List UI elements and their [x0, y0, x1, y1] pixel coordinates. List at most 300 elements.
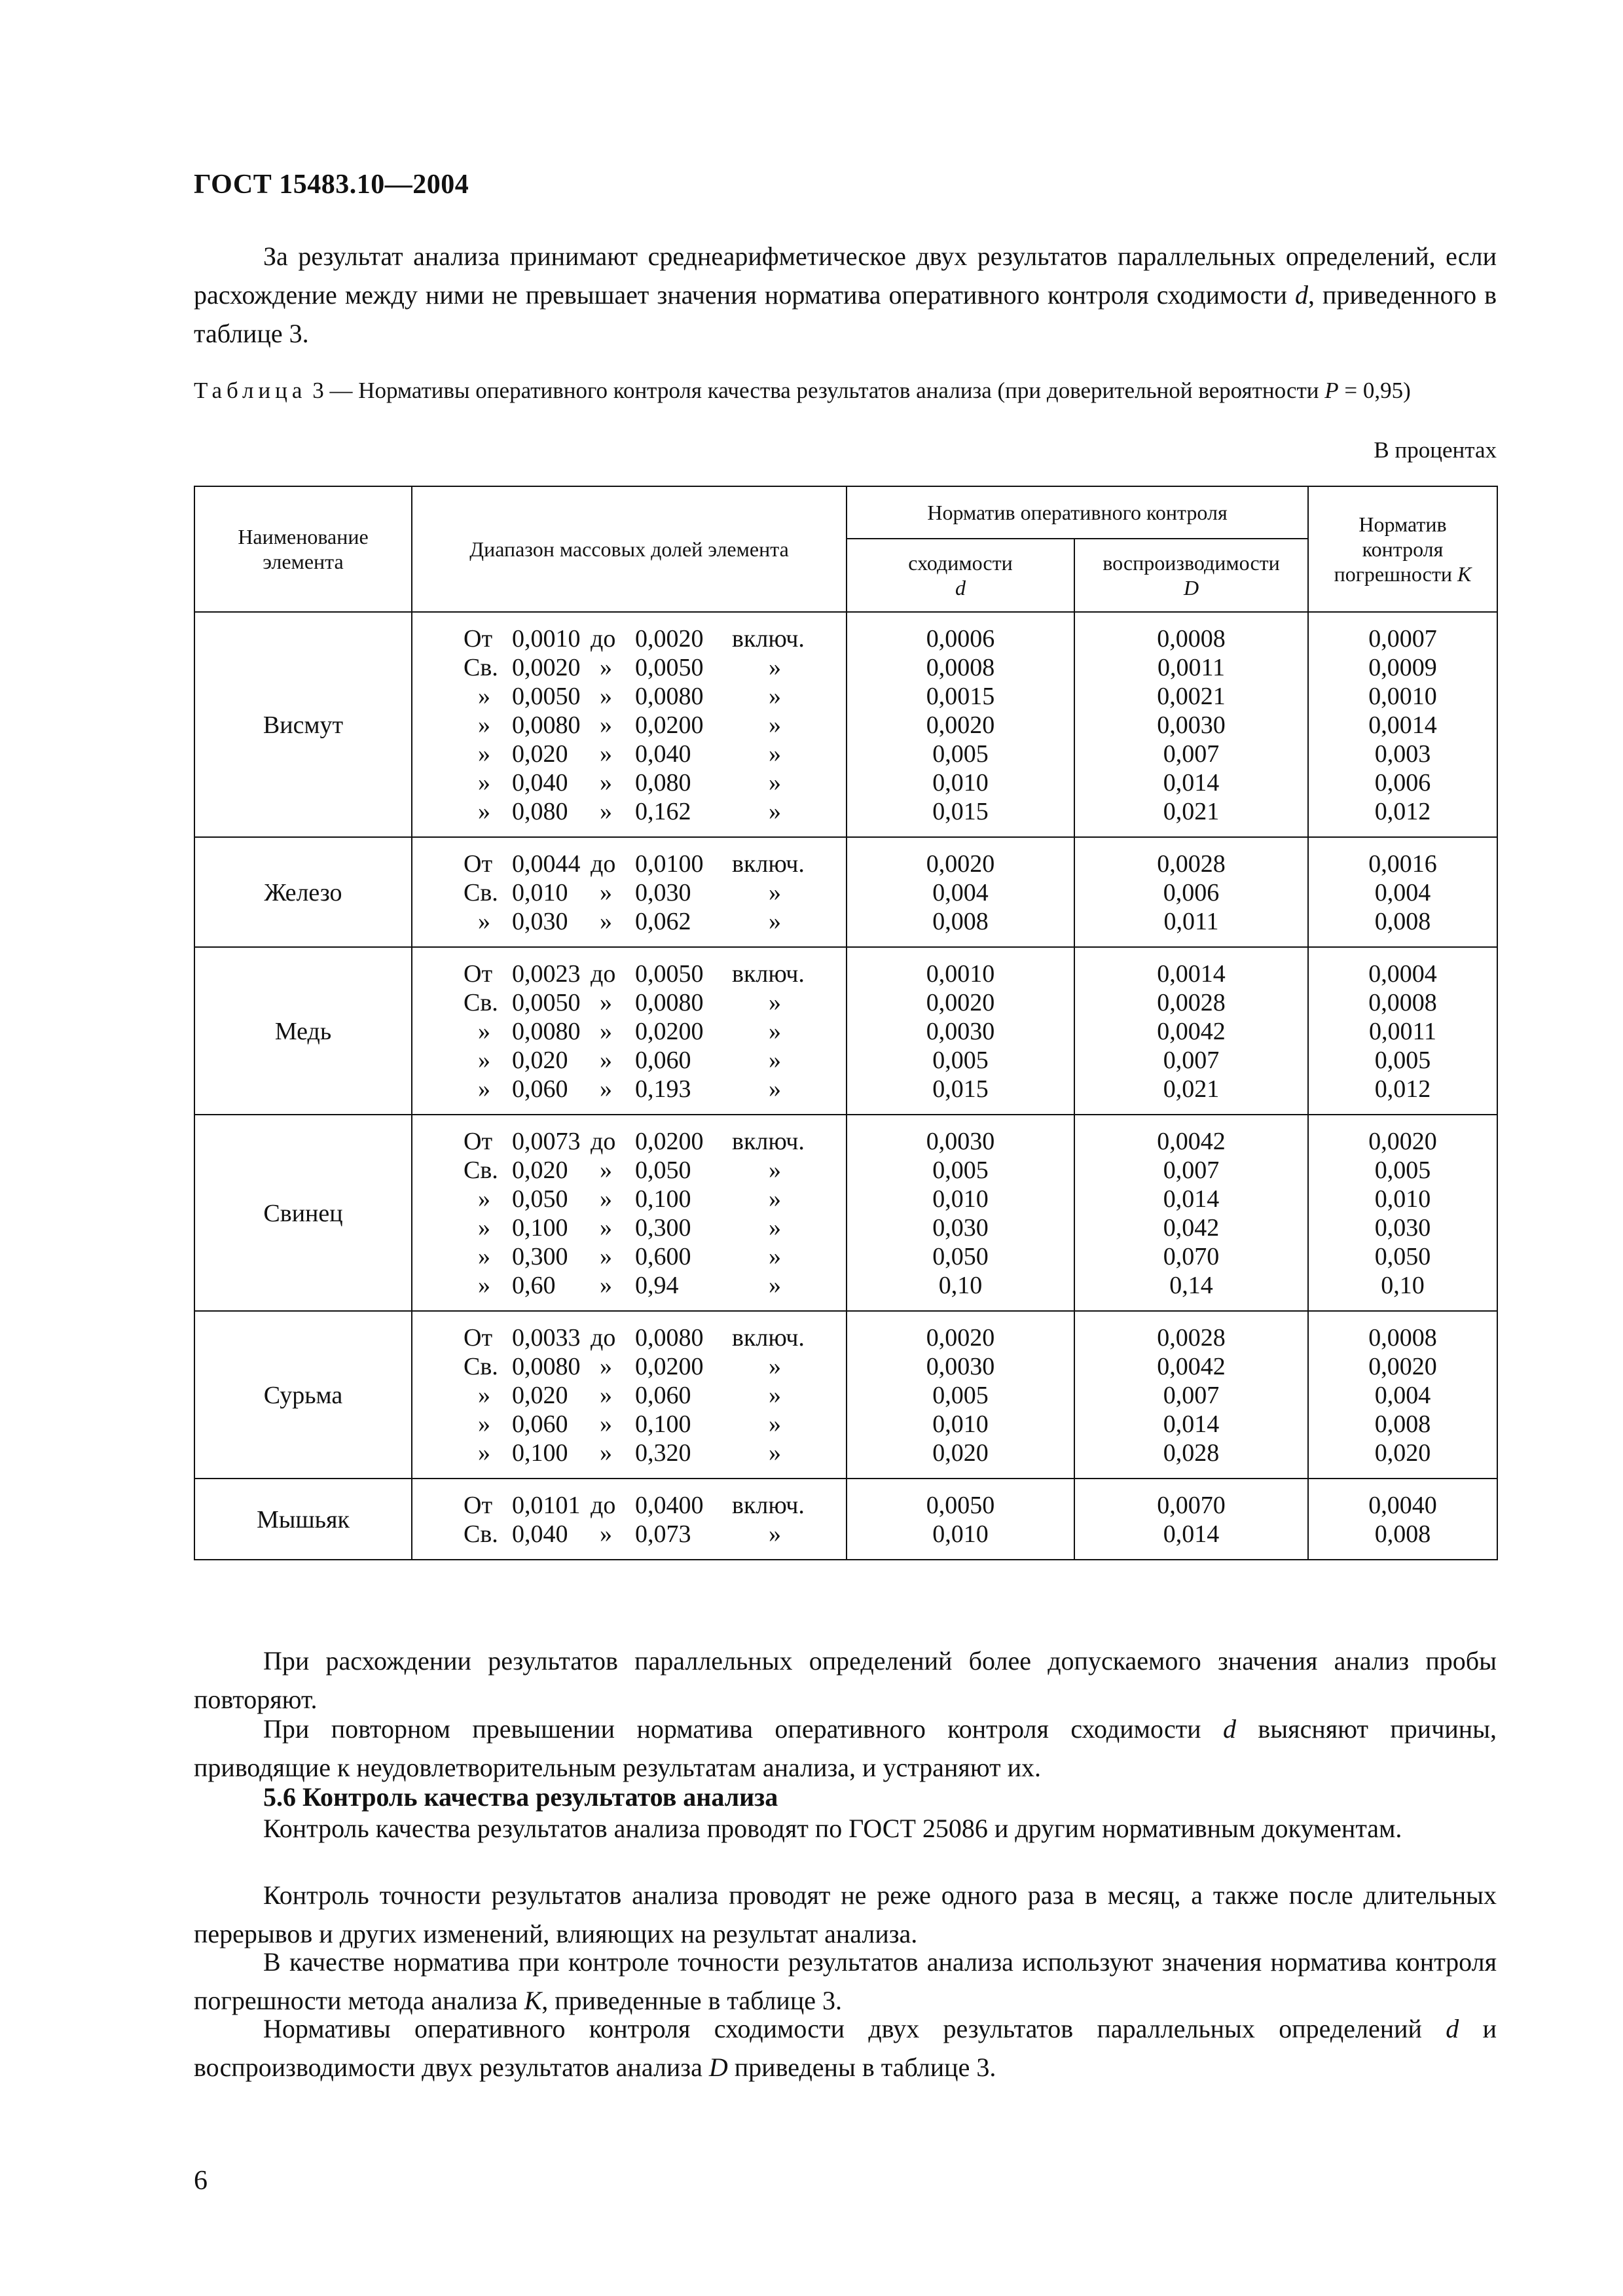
- range-prefix: »: [478, 1382, 490, 1409]
- range-from: 0,0050: [512, 683, 581, 710]
- range-suffix: включ.: [732, 850, 805, 878]
- D-values-cell: [1074, 837, 1308, 947]
- d-value: 0,0020: [926, 711, 995, 739]
- range-from: 0,300: [512, 1243, 568, 1270]
- d-value: 0,0008: [926, 654, 995, 681]
- range-from: 0,0010: [512, 625, 581, 653]
- K-values-cell: [1308, 947, 1497, 1115]
- range-line: [412, 1410, 846, 1439]
- section-title: 5.6 Контроль качества результатов анализа: [263, 1782, 778, 1812]
- range-from: 0,050: [512, 1185, 568, 1213]
- range-cell: [412, 1479, 847, 1560]
- range-prefix: Св.: [464, 654, 498, 681]
- K-value: 0,020: [1374, 1439, 1431, 1467]
- d-value: 0,005: [932, 1382, 989, 1409]
- D-value: 0,0030: [1157, 711, 1226, 739]
- col-header-k: Норматив контроля погрешности K: [1308, 486, 1497, 612]
- range-from: 0,010: [512, 879, 568, 906]
- range-from: 0,020: [512, 1157, 568, 1184]
- K-value: 0,0008: [1368, 989, 1437, 1016]
- range-to: 0,0200: [635, 1128, 704, 1155]
- range-suffix: »: [769, 769, 781, 797]
- table-row: [194, 947, 1497, 1115]
- range-suffix: включ.: [732, 1324, 805, 1352]
- range-from: 0,040: [512, 769, 568, 797]
- range-from: 0,0033: [512, 1324, 581, 1352]
- K-value: 0,008: [1374, 908, 1431, 935]
- d-value: 0,0050: [926, 1492, 995, 1519]
- range-suffix: »: [769, 1018, 781, 1045]
- range-line: [412, 768, 846, 797]
- range-sep: »: [600, 1243, 612, 1270]
- K-value: 0,008: [1374, 1410, 1431, 1438]
- d-value: 0,015: [932, 798, 989, 825]
- range-to: 0,193: [635, 1075, 691, 1103]
- range-from: 0,080: [512, 798, 568, 825]
- d-value: 0,010: [932, 1410, 989, 1438]
- range-suffix: »: [769, 798, 781, 825]
- K-value: 0,030: [1374, 1214, 1431, 1242]
- element-name-cell: [194, 1115, 412, 1311]
- range-to: 0,040: [635, 740, 691, 768]
- range-prefix: »: [478, 769, 490, 797]
- D-value: 0,0028: [1157, 989, 1226, 1016]
- d-value: 0,0030: [926, 1353, 995, 1380]
- range-suffix: включ.: [732, 960, 805, 988]
- D-value: 0,0042: [1157, 1128, 1226, 1155]
- range-to: 0,162: [635, 798, 691, 825]
- range-to: 0,060: [635, 1382, 691, 1409]
- range-cell: [412, 1115, 847, 1311]
- range-prefix: »: [478, 1410, 490, 1438]
- D-values-cell: [1074, 1479, 1308, 1560]
- range-to: 0,050: [635, 1157, 691, 1184]
- K-value: 0,0011: [1368, 1018, 1437, 1045]
- table-row: [194, 1115, 1497, 1311]
- range-sep: »: [600, 1157, 612, 1184]
- range-sep: »: [600, 1075, 612, 1103]
- document-header: ГОСТ 15483.10—2004: [194, 170, 469, 200]
- range-prefix: От: [464, 850, 493, 878]
- range-prefix: »: [478, 1075, 490, 1103]
- range-line: [412, 1323, 846, 1352]
- D-values-cell: [1074, 612, 1308, 837]
- D-value: 0,14: [1169, 1272, 1213, 1299]
- d-value: 0,0020: [926, 850, 995, 878]
- range-sep: »: [600, 1047, 612, 1074]
- range-from: 0,0073: [512, 1128, 581, 1155]
- range-sep: до: [591, 1324, 616, 1352]
- K-value: 0,006: [1374, 769, 1431, 797]
- range-to: 0,0080: [635, 1324, 704, 1352]
- D-values-cell: [1074, 1115, 1308, 1311]
- range-to: 0,073: [635, 1520, 691, 1548]
- range-suffix: включ.: [732, 1492, 805, 1519]
- d-value: 0,008: [932, 908, 989, 935]
- paragraph-repeat: При расхождении результатов параллельных определений более допускаемого значения анализ пробы повторяют.: [194, 1646, 1497, 1714]
- range-to: 0,0080: [635, 683, 704, 710]
- range-prefix: »: [478, 1018, 490, 1045]
- d-values-cell: [847, 837, 1074, 947]
- table-caption-label: Таблица: [194, 378, 307, 403]
- range-line: [412, 1352, 846, 1381]
- paragraph-exceed: При повторном превышении норматива оперативного контроля сходимости d выясняют причины, приводящие к неудовлетворительным результатам анализа, и устраняют их.: [194, 1714, 1497, 1782]
- range-line: [412, 1381, 846, 1410]
- d-value: 0,050: [932, 1243, 989, 1270]
- range-suffix: »: [769, 1157, 781, 1184]
- range-prefix: От: [464, 1492, 493, 1519]
- element-name: Висмут: [263, 711, 344, 739]
- range-line: [412, 960, 846, 988]
- d-values-cell: [847, 1479, 1074, 1560]
- range-suffix: »: [769, 1214, 781, 1242]
- col-header-element: Наименование элемента: [194, 486, 412, 612]
- range-to: 0,320: [635, 1439, 691, 1467]
- range-sep: »: [600, 1410, 612, 1438]
- range-cell: [412, 837, 847, 947]
- paragraph-norm: В качестве норматива при контроле точности результатов анализа используют значения норматива контроля погрешности метода анализа K, приведенные в таблице 3.: [194, 1947, 1497, 2015]
- range-prefix: Св.: [464, 1520, 498, 1548]
- d-values-cell: [847, 1311, 1074, 1479]
- D-value: 0,014: [1163, 1520, 1220, 1548]
- range-prefix: От: [464, 1128, 493, 1155]
- range-to: 0,0200: [635, 711, 704, 739]
- d-value: 0,0030: [926, 1128, 995, 1155]
- col-header-D: воспроизводимости D: [1074, 539, 1308, 612]
- element-name-cell: [194, 1479, 412, 1560]
- range-sep: »: [600, 769, 612, 797]
- d-value: 0,0006: [926, 625, 995, 653]
- d-value: 0,015: [932, 1075, 989, 1103]
- element-name: Медь: [274, 1018, 332, 1045]
- d-values-cell: [847, 947, 1074, 1115]
- range-suffix: »: [769, 1047, 781, 1074]
- range-sep: »: [600, 1018, 612, 1045]
- D-value: 0,007: [1163, 1157, 1220, 1184]
- range-from: 0,60: [512, 1272, 556, 1299]
- units-note: В процентах: [1374, 437, 1497, 463]
- range-sep: »: [600, 1439, 612, 1467]
- D-value: 0,021: [1163, 798, 1220, 825]
- range-from: 0,100: [512, 1439, 568, 1467]
- D-value: 0,0042: [1157, 1353, 1226, 1380]
- element-name-cell: [194, 947, 412, 1115]
- range-from: 0,0080: [512, 1353, 581, 1380]
- range-prefix: »: [478, 711, 490, 739]
- range-from: 0,020: [512, 1382, 568, 1409]
- range-suffix: »: [769, 1243, 781, 1270]
- range-sep: до: [591, 850, 616, 878]
- range-prefix: »: [478, 1439, 490, 1467]
- range-sep: »: [600, 654, 612, 681]
- range-suffix: »: [769, 1382, 781, 1409]
- D-value: 0,014: [1163, 769, 1220, 797]
- range-suffix: включ.: [732, 625, 805, 653]
- K-value: 0,010: [1374, 1185, 1431, 1213]
- d-value: 0,0015: [926, 683, 995, 710]
- range-line: [412, 1439, 846, 1467]
- range-suffix: »: [769, 683, 781, 710]
- range-line: [412, 624, 846, 653]
- d-value: 0,005: [932, 1047, 989, 1074]
- range-line: [412, 711, 846, 740]
- range-sep: »: [600, 683, 612, 710]
- D-value: 0,0011: [1157, 654, 1226, 681]
- range-sep: до: [591, 1128, 616, 1155]
- D-value: 0,070: [1163, 1243, 1220, 1270]
- d-value: 0,0020: [926, 989, 995, 1016]
- col-header-range: Диапазон массовых долей элемента: [412, 486, 847, 612]
- range-from: 0,020: [512, 1047, 568, 1074]
- K-value: 0,0020: [1368, 1353, 1437, 1380]
- d-value: 0,010: [932, 769, 989, 797]
- range-sep: »: [600, 1185, 612, 1213]
- range-line: [412, 1046, 846, 1075]
- K-value: 0,012: [1374, 1075, 1431, 1103]
- range-line: [412, 797, 846, 826]
- range-suffix: »: [769, 879, 781, 906]
- range-prefix: Св.: [464, 1353, 498, 1380]
- range-cell: [412, 612, 847, 837]
- range-sep: »: [600, 1520, 612, 1548]
- table-body: [194, 612, 1497, 1560]
- range-prefix: Св.: [464, 879, 498, 906]
- range-to: 0,0100: [635, 850, 704, 878]
- range-prefix: »: [478, 683, 490, 710]
- range-sep: до: [591, 625, 616, 653]
- d-value: 0,0020: [926, 1324, 995, 1352]
- D-value: 0,042: [1163, 1214, 1220, 1242]
- range-line: [412, 1127, 846, 1156]
- range-prefix: »: [478, 1185, 490, 1213]
- range-from: 0,020: [512, 740, 568, 768]
- col-header-control: Норматив оперативного контроля: [847, 486, 1308, 539]
- range-sep: до: [591, 1492, 616, 1519]
- range-to: 0,0400: [635, 1492, 704, 1519]
- range-prefix: Св.: [464, 1157, 498, 1184]
- K-value: 0,10: [1381, 1272, 1425, 1299]
- range-prefix: »: [478, 1243, 490, 1270]
- range-to: 0,080: [635, 769, 691, 797]
- range-suffix: »: [769, 908, 781, 935]
- range-to: 0,0200: [635, 1353, 704, 1380]
- D-value: 0,011: [1163, 908, 1219, 935]
- range-prefix: От: [464, 625, 493, 653]
- page-number: 6: [194, 2166, 208, 2196]
- range-to: 0,0050: [635, 960, 704, 988]
- D-value: 0,0008: [1157, 625, 1226, 653]
- range-to: 0,300: [635, 1214, 691, 1242]
- D-values-cell: [1074, 1311, 1308, 1479]
- range-to: 0,0200: [635, 1018, 704, 1045]
- range-sep: »: [600, 1272, 612, 1299]
- D-value: 0,0028: [1157, 850, 1226, 878]
- d-value: 0,005: [932, 740, 989, 768]
- element-name: Мышьяк: [257, 1506, 350, 1534]
- D-value: 0,021: [1163, 1075, 1220, 1103]
- range-suffix: »: [769, 1520, 781, 1548]
- range-suffix: »: [769, 740, 781, 768]
- range-line: [412, 1271, 846, 1300]
- range-suffix: »: [769, 1272, 781, 1299]
- K-values-cell: [1308, 837, 1497, 947]
- range-suffix: »: [769, 1075, 781, 1103]
- range-line: [412, 1242, 846, 1271]
- d-value: 0,0010: [926, 960, 995, 988]
- range-suffix: »: [769, 1185, 781, 1213]
- element-name-cell: [194, 612, 412, 837]
- range-sep: »: [600, 879, 612, 906]
- K-value: 0,0014: [1368, 711, 1437, 739]
- range-from: 0,060: [512, 1410, 568, 1438]
- range-prefix: »: [478, 1272, 490, 1299]
- D-value: 0,006: [1163, 879, 1220, 906]
- range-to: 0,600: [635, 1243, 691, 1270]
- range-sep: »: [600, 798, 612, 825]
- d-value: 0,0030: [926, 1018, 995, 1045]
- range-from: 0,0020: [512, 654, 581, 681]
- D-value: 0,014: [1163, 1410, 1220, 1438]
- K-value: 0,0010: [1368, 683, 1437, 710]
- D-value: 0,0028: [1157, 1324, 1226, 1352]
- range-to: 0,060: [635, 1047, 691, 1074]
- d-value: 0,10: [938, 1272, 983, 1299]
- range-prefix: »: [478, 908, 490, 935]
- range-to: 0,062: [635, 908, 691, 935]
- range-suffix: »: [769, 989, 781, 1016]
- element-name: Железо: [264, 879, 342, 906]
- K-values-cell: [1308, 1479, 1497, 1560]
- col-header-d: сходимости d: [847, 539, 1074, 612]
- range-cell: [412, 947, 847, 1115]
- range-to: 0,94: [635, 1272, 679, 1299]
- range-suffix: »: [769, 1353, 781, 1380]
- K-value: 0,0004: [1368, 960, 1437, 988]
- paragraph-norms-d-D: Нормативы оперативного контроля сходимости двух результатов параллельных определений d и воспроизводимости двух результатов анализа D приведены в таблице 3.: [194, 2014, 1497, 2082]
- range-from: 0,0080: [512, 711, 581, 739]
- d-value: 0,010: [932, 1185, 989, 1213]
- K-value: 0,0016: [1368, 850, 1437, 878]
- K-values-cell: [1308, 1311, 1497, 1479]
- K-values-cell: [1308, 612, 1497, 837]
- range-sep: »: [600, 1214, 612, 1242]
- K-value: 0,008: [1374, 1520, 1431, 1548]
- element-name-cell: [194, 837, 412, 947]
- K-value: 0,0008: [1368, 1324, 1437, 1352]
- range-line: [412, 1156, 846, 1185]
- d-value: 0,010: [932, 1520, 989, 1548]
- range-prefix: »: [478, 1214, 490, 1242]
- K-value: 0,005: [1374, 1047, 1431, 1074]
- range-sep: »: [600, 1382, 612, 1409]
- D-value: 0,028: [1163, 1439, 1220, 1467]
- table-row: [194, 612, 1497, 837]
- range-from: 0,060: [512, 1075, 568, 1103]
- range-suffix: »: [769, 654, 781, 681]
- table-row: [194, 1479, 1497, 1560]
- D-value: 0,0021: [1157, 683, 1226, 710]
- table-caption: [194, 374, 1497, 407]
- norms-table: [194, 486, 1498, 1560]
- range-line: [412, 1491, 846, 1520]
- element-name: Сурьма: [263, 1382, 343, 1409]
- range-to: 0,0080: [635, 989, 704, 1016]
- range-from: 0,0080: [512, 1018, 581, 1045]
- range-line: [412, 653, 846, 682]
- element-name: Свинец: [263, 1200, 343, 1227]
- K-value: 0,012: [1374, 798, 1431, 825]
- K-value: 0,004: [1374, 1382, 1431, 1409]
- K-value: 0,0040: [1368, 1492, 1437, 1519]
- D-value: 0,007: [1163, 740, 1220, 768]
- range-line: [412, 878, 846, 907]
- element-name-cell: [194, 1311, 412, 1479]
- D-value: 0,0042: [1157, 1018, 1226, 1045]
- d-values-cell: [847, 612, 1074, 837]
- K-value: 0,004: [1374, 879, 1431, 906]
- intro-paragraph: За результат анализа принимают среднеарифметическое двух результатов параллельных определений, если расхождение между ними не превышает значения норматива оперативного контроля сходимости d, приведенного в таблице 3.: [194, 242, 1497, 348]
- K-value: 0,0020: [1368, 1128, 1437, 1155]
- range-prefix: »: [478, 798, 490, 825]
- range-prefix: От: [464, 1324, 493, 1352]
- D-value: 0,007: [1163, 1382, 1220, 1409]
- range-from: 0,0044: [512, 850, 581, 878]
- range-prefix: От: [464, 960, 493, 988]
- K-values-cell: [1308, 1115, 1497, 1311]
- paragraph-accuracy: Контроль точности результатов анализа проводят не реже одного раза в месяц, а также после длительных перерывов и других изменений, влияющих на результат анализа.: [194, 1880, 1497, 1948]
- range-from: 0,0101: [512, 1492, 581, 1519]
- d-value: 0,030: [932, 1214, 989, 1242]
- range-prefix: »: [478, 740, 490, 768]
- K-value: 0,005: [1374, 1157, 1431, 1184]
- K-value: 0,0007: [1368, 625, 1437, 653]
- range-sep: »: [600, 989, 612, 1016]
- range-suffix: »: [769, 1439, 781, 1467]
- range-from: 0,0050: [512, 989, 581, 1016]
- d-value: 0,005: [932, 1157, 989, 1184]
- D-value: 0,014: [1163, 1185, 1220, 1213]
- range-to: 0,0020: [635, 625, 704, 653]
- table-row: [194, 837, 1497, 947]
- table-caption-text: 3 — Нормативы оперативного контроля качества результатов анализа (при доверительной вероятности P = 0,95): [312, 378, 1411, 403]
- range-to: 0,100: [635, 1185, 691, 1213]
- range-from: 0,030: [512, 908, 568, 935]
- range-line: [412, 740, 846, 768]
- range-line: [412, 1017, 846, 1046]
- range-suffix: »: [769, 711, 781, 739]
- range-prefix: Св.: [464, 989, 498, 1016]
- K-value: 0,003: [1374, 740, 1431, 768]
- range-line: [412, 682, 846, 711]
- range-line: [412, 1520, 846, 1549]
- range-cell: [412, 1311, 847, 1479]
- range-from: 0,0023: [512, 960, 581, 988]
- range-sep: до: [591, 960, 616, 988]
- range-line: [412, 988, 846, 1017]
- range-to: 0,030: [635, 879, 691, 906]
- D-value: 0,007: [1163, 1047, 1220, 1074]
- range-line: [412, 1185, 846, 1213]
- range-prefix: »: [478, 1047, 490, 1074]
- D-value: 0,0070: [1157, 1492, 1226, 1519]
- range-sep: »: [600, 908, 612, 935]
- range-from: 0,100: [512, 1214, 568, 1242]
- range-to: 0,0050: [635, 654, 704, 681]
- range-sep: »: [600, 1353, 612, 1380]
- table-row: [194, 1311, 1497, 1479]
- d-values-cell: [847, 1115, 1074, 1311]
- range-line: [412, 850, 846, 878]
